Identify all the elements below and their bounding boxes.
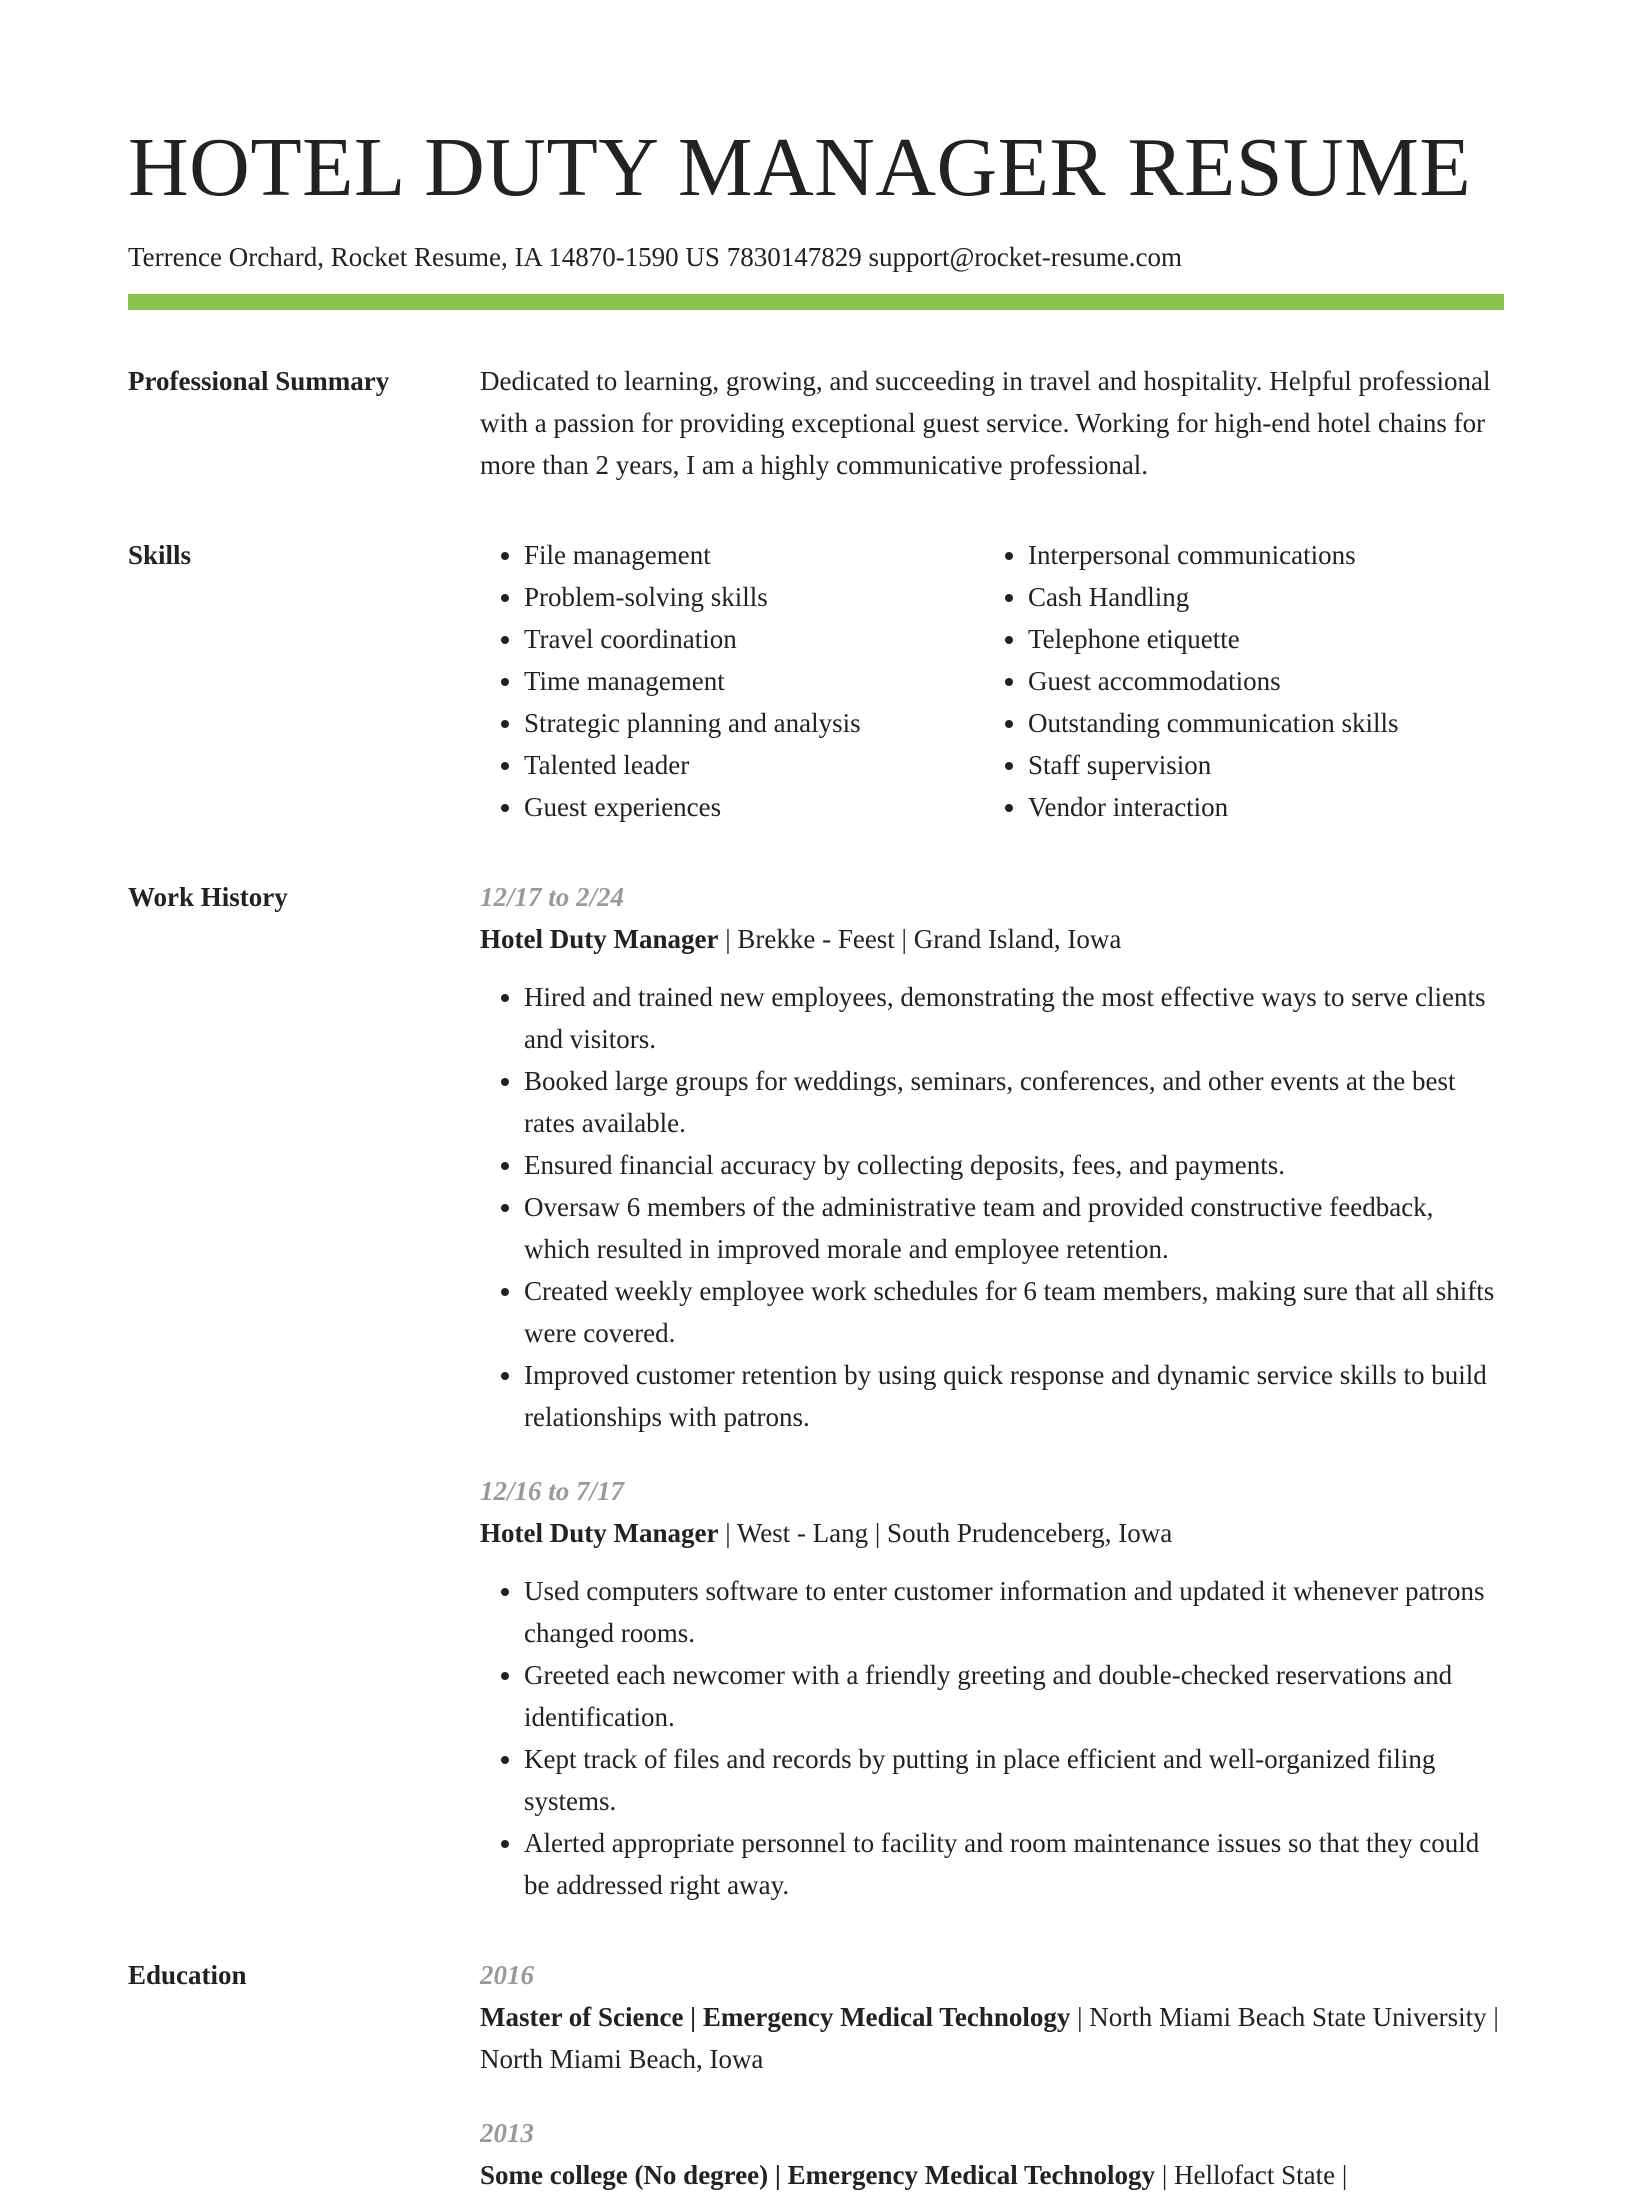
- resume-page: [128, 0, 1504, 2196]
- job-bullet: • Booked large groups for weddings, seminars, conferences, and other events at the best rates available.: [524, 1060, 1504, 1144]
- job-bullet: • Ensured financial accuracy by collecting deposits, fees, and payments.: [524, 1144, 1504, 1186]
- skill-item: • Guest accommodations: [1028, 660, 1488, 702]
- section-title-summary: Professional Summary: [128, 366, 390, 396]
- job-bullet: • Oversaw 6 members of the administrative team and provided constructive feedback, which resulted in improved morale and employee retention.: [524, 1186, 1504, 1270]
- job-entry: [480, 1470, 1504, 1906]
- job-bullets: [480, 1570, 1504, 1906]
- education-details: | Hellofact State |: [1155, 2160, 1348, 2190]
- job-role: Hotel Duty Manager: [480, 1518, 719, 1548]
- job-details: | West - Lang | South Prudenceberg, Iowa: [718, 1518, 1173, 1548]
- skill-item: • Time management: [524, 660, 984, 702]
- resume-title: HOTEL DUTY MANAGER RESUME: [128, 121, 1472, 214]
- job-bullets: [480, 976, 1504, 1438]
- education-entry: [480, 2112, 1504, 2196]
- education-degree: Master of Science | Emergency Medical Technology: [480, 2002, 1071, 2032]
- skills-list-right: [984, 534, 1488, 828]
- work-history-section: [128, 876, 1504, 1906]
- education-heading: [480, 2154, 1504, 2196]
- skills-section: [128, 534, 1504, 828]
- education-entry: [480, 1954, 1504, 2080]
- skill-item: • Guest experiences: [524, 786, 984, 828]
- skill-item: • Telephone etiquette: [1028, 618, 1488, 660]
- job-bullet: • Hired and trained new employees, demonstrating the most effective ways to serve clients and visitors.: [524, 976, 1504, 1060]
- job-bullet: • Improved customer retention by using quick response and dynamic service skills to build relationships with patrons.: [524, 1354, 1504, 1438]
- job-entry: [480, 876, 1504, 1438]
- skill-item: • Travel coordination: [524, 618, 984, 660]
- education-details: | North Miami Beach State University | North Miami Beach, Iowa: [480, 2002, 1499, 2074]
- job-dates: 12/17 to 2/24: [480, 882, 625, 912]
- skills-list-left: [480, 534, 984, 828]
- contact-line: Terrence Orchard, Rocket Resume, IA 14870-1590 US 7830147829 support@rocket-resume.com: [128, 242, 1182, 272]
- section-title-education: Education: [128, 1960, 247, 1990]
- education-year: 2013: [480, 2118, 534, 2148]
- skill-item: • Strategic planning and analysis: [524, 702, 984, 744]
- job-role: Hotel Duty Manager: [480, 924, 719, 954]
- job-bullet: • Kept track of files and records by putting in place efficient and well-organized filing systems.: [524, 1738, 1504, 1822]
- job-dates: 12/16 to 7/17: [480, 1476, 625, 1506]
- job-heading: [480, 1512, 1504, 1554]
- job-bullet: • Created weekly employee work schedules for 6 team members, making sure that all shifts were covered.: [524, 1270, 1504, 1354]
- job-bullet: • Greeted each newcomer with a friendly greeting and double-checked reservations and identification.: [524, 1654, 1504, 1738]
- job-bullet: • Used computers software to enter customer information and updated it whenever patrons changed rooms.: [524, 1570, 1504, 1654]
- skill-item: • Staff supervision: [1028, 744, 1488, 786]
- skill-item: • File management: [524, 534, 984, 576]
- education-section: [128, 1954, 1504, 2196]
- header-divider: [128, 294, 1504, 310]
- summary-section: [128, 360, 1504, 486]
- skill-item: • Interpersonal communications: [1028, 534, 1488, 576]
- summary-text: Dedicated to learning, growing, and succeeding in travel and hospitality. Helpful professional with a passion for providing exceptional guest service. Working for high-end hotel chains for more than 2 years, I am a highly communicative professional.: [480, 366, 1491, 480]
- education-heading: [480, 1996, 1504, 2080]
- skill-item: • Problem-solving skills: [524, 576, 984, 618]
- section-title-skills: Skills: [128, 540, 192, 570]
- skill-item: • Talented leader: [524, 744, 984, 786]
- education-degree: Some college (No degree) | Emergency Medical Technology: [480, 2160, 1156, 2190]
- job-bullet: • Alerted appropriate personnel to facility and room maintenance issues so that they could be addressed right away.: [524, 1822, 1504, 1906]
- skill-item: • Vendor interaction: [1028, 786, 1488, 828]
- job-details: | Brekke - Feest | Grand Island, Iowa: [718, 924, 1122, 954]
- skill-item: • Outstanding communication skills: [1028, 702, 1488, 744]
- education-year: 2016: [480, 1960, 534, 1990]
- job-heading: [480, 918, 1504, 960]
- section-title-work-history: Work History: [128, 882, 288, 912]
- skill-item: • Cash Handling: [1028, 576, 1488, 618]
